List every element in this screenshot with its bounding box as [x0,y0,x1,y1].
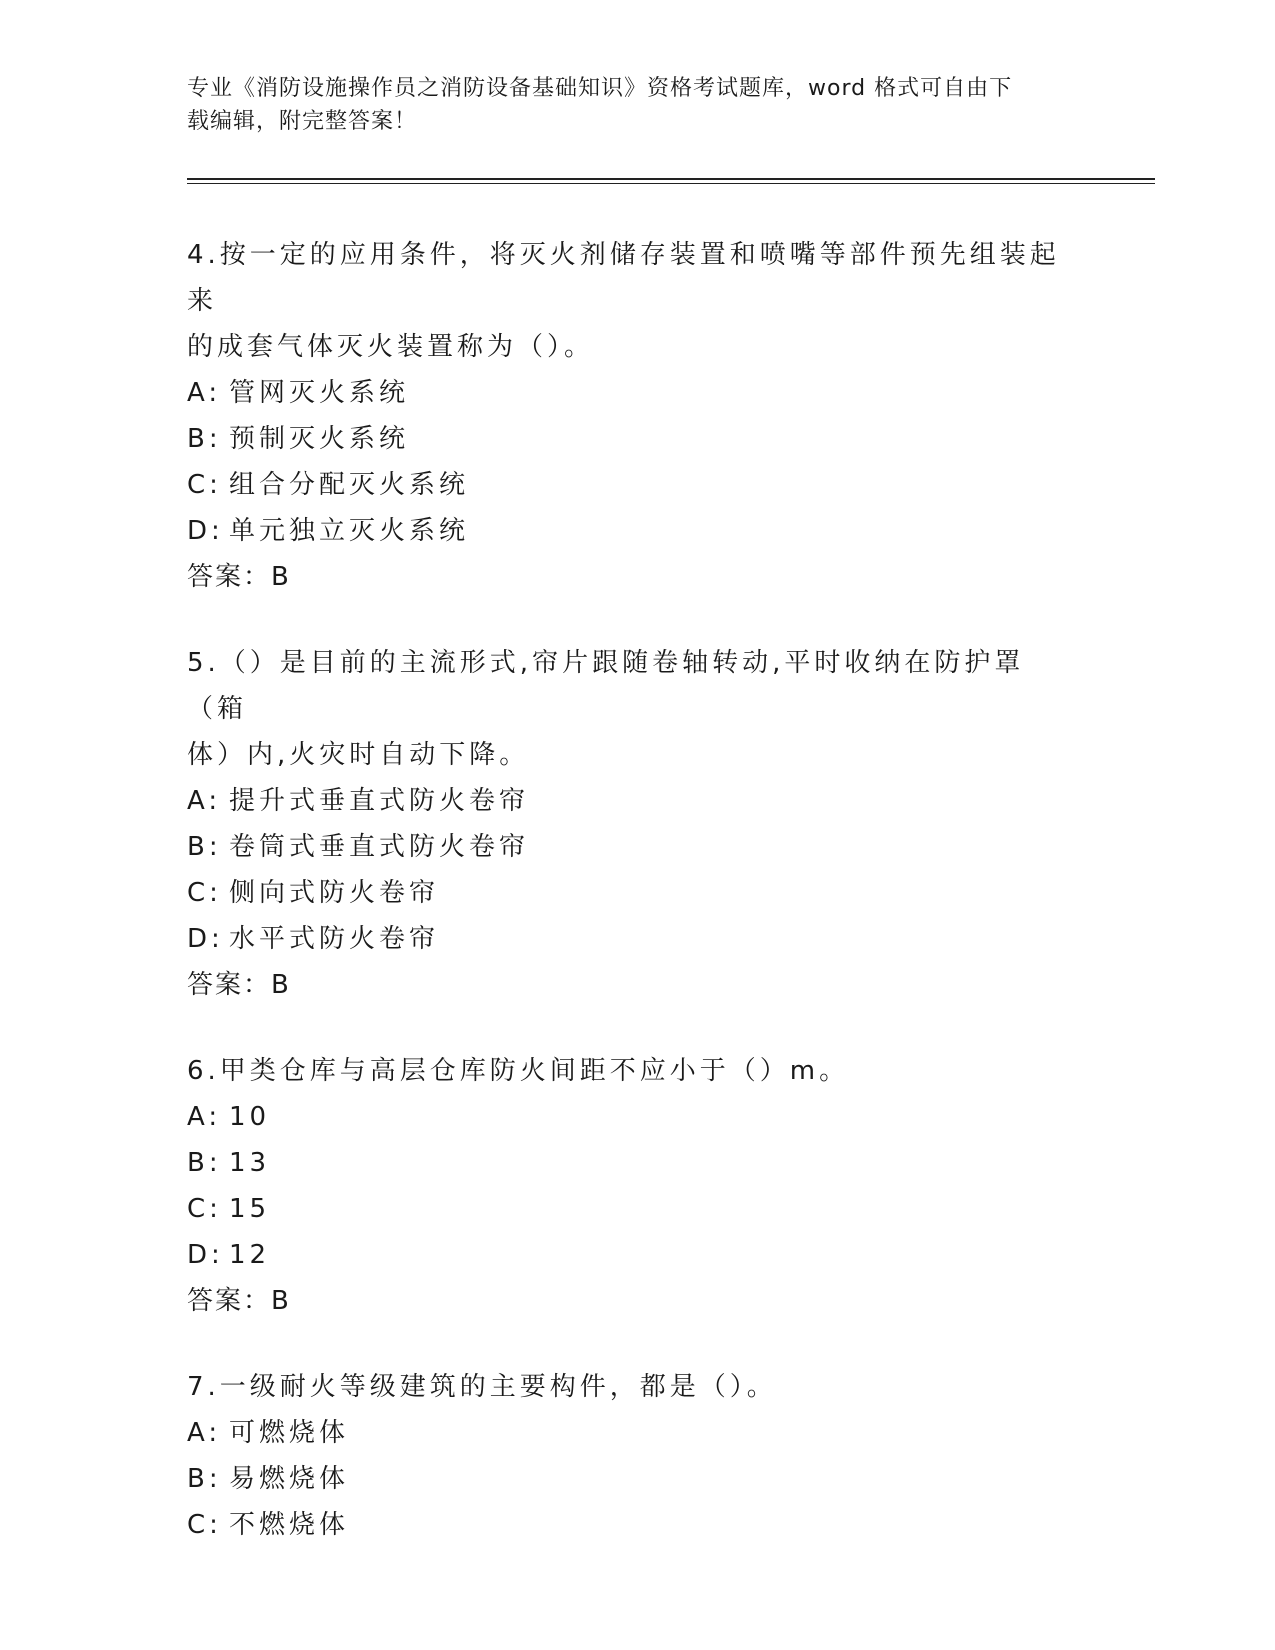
question-stem-line-1: 6.甲类仓库与高层仓库防火间距不应小于（）m。 [187,1056,850,1086]
option-b [187,1140,1067,1186]
question-stem [187,1048,1067,1094]
option-text: 水平式防火卷帘 [229,924,440,954]
option-letter: C: [187,470,222,500]
question-stem [187,1364,1067,1410]
header-divider-thick [187,178,1155,180]
answer-label: 答案： [187,970,272,1000]
option-text: 可燃烧体 [229,1418,350,1448]
option-text: 单元独立灭火系统 [229,516,470,546]
answer-line [187,554,1067,600]
option-letter: A: [187,378,222,408]
answer-line [187,962,1067,1008]
option-b [187,416,1067,462]
option-letter: C: [187,1194,222,1224]
question-stem-line-2: 体）内,火灾时自动下降。 [187,740,530,770]
option-a [187,1094,1067,1140]
answer-value: B [271,1286,291,1316]
document-header [187,72,1067,138]
option-a [187,778,1067,824]
option-a [187,1410,1067,1456]
answer-label: 答案： [187,562,272,592]
option-text: 12 [229,1240,271,1270]
question-stem-line-2: 的成套气体灭火装置称为（）。 [187,332,595,362]
option-c [187,462,1067,508]
option-b [187,1456,1067,1502]
option-text: 15 [229,1194,271,1224]
option-letter: A: [187,786,222,816]
answer-line [187,1278,1067,1324]
option-c [187,1186,1067,1232]
option-letter: D: [187,924,224,954]
option-text: 卷筒式垂直式防火卷帘 [229,832,530,862]
option-text: 易燃烧体 [229,1464,350,1494]
option-text: 提升式垂直式防火卷帘 [229,786,530,816]
header-divider-thin [187,183,1155,184]
question-stem-line-1: 5.（）是目前的主流形式,帘片跟随卷轴转动,平时收纳在防护罩（箱 [187,648,1025,724]
option-letter: D: [187,1240,224,1270]
option-letter: B: [187,1464,222,1494]
option-b [187,824,1067,870]
option-text: 管网灭火系统 [229,378,410,408]
option-text: 组合分配灭火系统 [229,470,470,500]
option-letter: C: [187,1510,222,1540]
option-letter: C: [187,878,222,908]
option-a [187,370,1067,416]
header-line-2: 载编辑，附完整答案！ [187,109,418,134]
option-text: 13 [229,1148,271,1178]
option-text: 不燃烧体 [229,1510,350,1540]
option-text: 10 [229,1102,271,1132]
question-7 [187,1364,1067,1548]
option-text: 侧向式防火卷帘 [229,878,440,908]
answer-label: 答案： [187,1286,272,1316]
option-c [187,1502,1067,1548]
answer-value: B [271,970,291,1000]
question-6 [187,1048,1067,1324]
question-stem [187,640,1067,778]
option-letter: B: [187,832,222,862]
question-4 [187,232,1067,600]
option-d [187,508,1067,554]
option-c [187,870,1067,916]
question-stem [187,232,1067,370]
header-line-1: 专业《消防设施操作员之消防设备基础知识》资格考试题库，word 格式可自由下 [187,76,1013,101]
option-letter: B: [187,424,222,454]
question-stem-line-1: 7.一级耐火等级建筑的主要构件，都是（）。 [187,1372,777,1402]
option-letter: A: [187,1418,222,1448]
option-d [187,1232,1067,1278]
option-letter: B: [187,1148,222,1178]
question-list [187,232,1067,1588]
question-5 [187,640,1067,1008]
option-letter: D: [187,516,224,546]
option-letter: A: [187,1102,222,1132]
option-d [187,916,1067,962]
option-text: 预制灭火系统 [229,424,410,454]
answer-value: B [271,562,291,592]
question-stem-line-1: 4.按一定的应用条件，将灭火剂储存装置和喷嘴等部件预先组装起来 [187,240,1060,316]
